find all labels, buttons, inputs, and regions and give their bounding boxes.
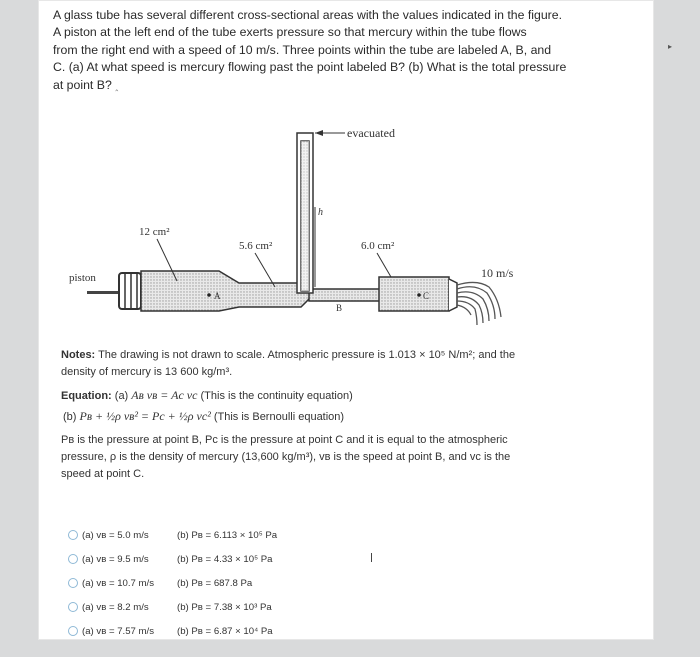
label-point-c: C: [423, 291, 430, 301]
answer-option-3[interactable]: [68, 574, 388, 592]
notes-line: Notes: The drawing is not drawn to scale. Atmospheric pressure is 1.013 × 10⁵ N/m²; and the: [61, 349, 516, 361]
option-part-b: (b) Pʙ = 6.113 × 10⁵ Pa: [177, 529, 278, 541]
label-h: h: [318, 207, 323, 218]
answer-option-2[interactable]: [68, 550, 388, 568]
question-line: C. (a) At what speed is mercury flowing past the point labeled B? (b) What is the total pressure: [53, 60, 567, 75]
label-speed: 10 m/s: [481, 266, 514, 280]
text-cursor-mark: ‸: [115, 80, 119, 91]
label-point-a: A: [214, 291, 221, 301]
option-part-a: (a) vʙ = 9.5 m/s: [82, 553, 149, 565]
question-line: A glass tube has several different cross-sectional areas with the values indicated in the figure.: [53, 8, 563, 22]
label-point-b: B: [336, 303, 343, 313]
answer-option-4[interactable]: [68, 598, 388, 616]
radio-button[interactable]: [68, 554, 78, 564]
text-cursor: [371, 553, 372, 562]
question-line: from the right end with a speed of 10 m/s. Three points within the tube are labeled A, B, and: [53, 42, 552, 57]
label-evacuated: evacuated: [347, 126, 395, 140]
radio-button[interactable]: [68, 578, 78, 588]
label-area-6-0: 6.0 cm²: [361, 240, 395, 252]
outflow-spray: [457, 282, 501, 325]
equation-a: Equation: (a) Aʙ vʙ = Ac vc (This is the continuity equation): [61, 388, 353, 402]
label-area-5-6: 5.6 cm²: [239, 240, 273, 252]
wide-section: [141, 271, 311, 311]
question-line: at point B? ‸: [53, 77, 119, 92]
radio-button[interactable]: [68, 626, 78, 636]
option-part-a: (a) vʙ = 5.0 m/s: [82, 529, 149, 541]
answer-option-5[interactable]: [68, 622, 388, 640]
label-piston: piston: [69, 272, 96, 284]
question-line: A piston at the left end of the tube exerts pressure so that mercury within the tube flows: [53, 25, 527, 40]
option-part-b: (b) Pʙ = 6.87 × 10⁴ Pa: [177, 625, 273, 637]
option-part-b: (b) Pʙ = 4.33 × 10⁵ Pa: [177, 553, 273, 565]
radio-button[interactable]: [68, 602, 78, 612]
option-part-b: (b) Pʙ = 7.38 × 10³ Pa: [177, 601, 272, 613]
notes-line: density of mercury is 13 600 kg/m³.: [61, 366, 233, 378]
definition-line: pressure, ρ is the density of mercury (13,600 kg/m³), vʙ is the speed at point B, and vc is the: [61, 451, 511, 463]
definition-line: Pʙ is the pressure at point B, Pc is the pressure at point C and it is equal to the atmospheric: [61, 434, 508, 446]
label-area-12: 12 cm²: [139, 226, 170, 238]
tube-figure: [39, 111, 655, 331]
equation-b: (b) Pʙ + ½ρ vʙ² = Pc + ½ρ vc² (This is Bernoulli equation): [63, 409, 345, 423]
radio-button[interactable]: [68, 530, 78, 540]
right-section: [379, 277, 449, 311]
question-panel: [38, 0, 654, 640]
option-part-b: (b) Pʙ = 687.8 Pa: [177, 577, 253, 589]
nozzle: [449, 279, 457, 311]
answer-option-1[interactable]: [68, 526, 388, 544]
question-text: [53, 7, 613, 95]
option-part-a: (a) vʙ = 7.57 m/s: [82, 625, 155, 637]
definition-line: speed at point C.: [61, 468, 145, 480]
option-part-a: (a) vʙ = 10.7 m/s: [82, 577, 155, 589]
scroll-caret-icon[interactable]: ▸: [668, 42, 673, 51]
notes-block: [61, 347, 621, 483]
option-part-a: (a) vʙ = 8.2 m/s: [82, 601, 149, 613]
